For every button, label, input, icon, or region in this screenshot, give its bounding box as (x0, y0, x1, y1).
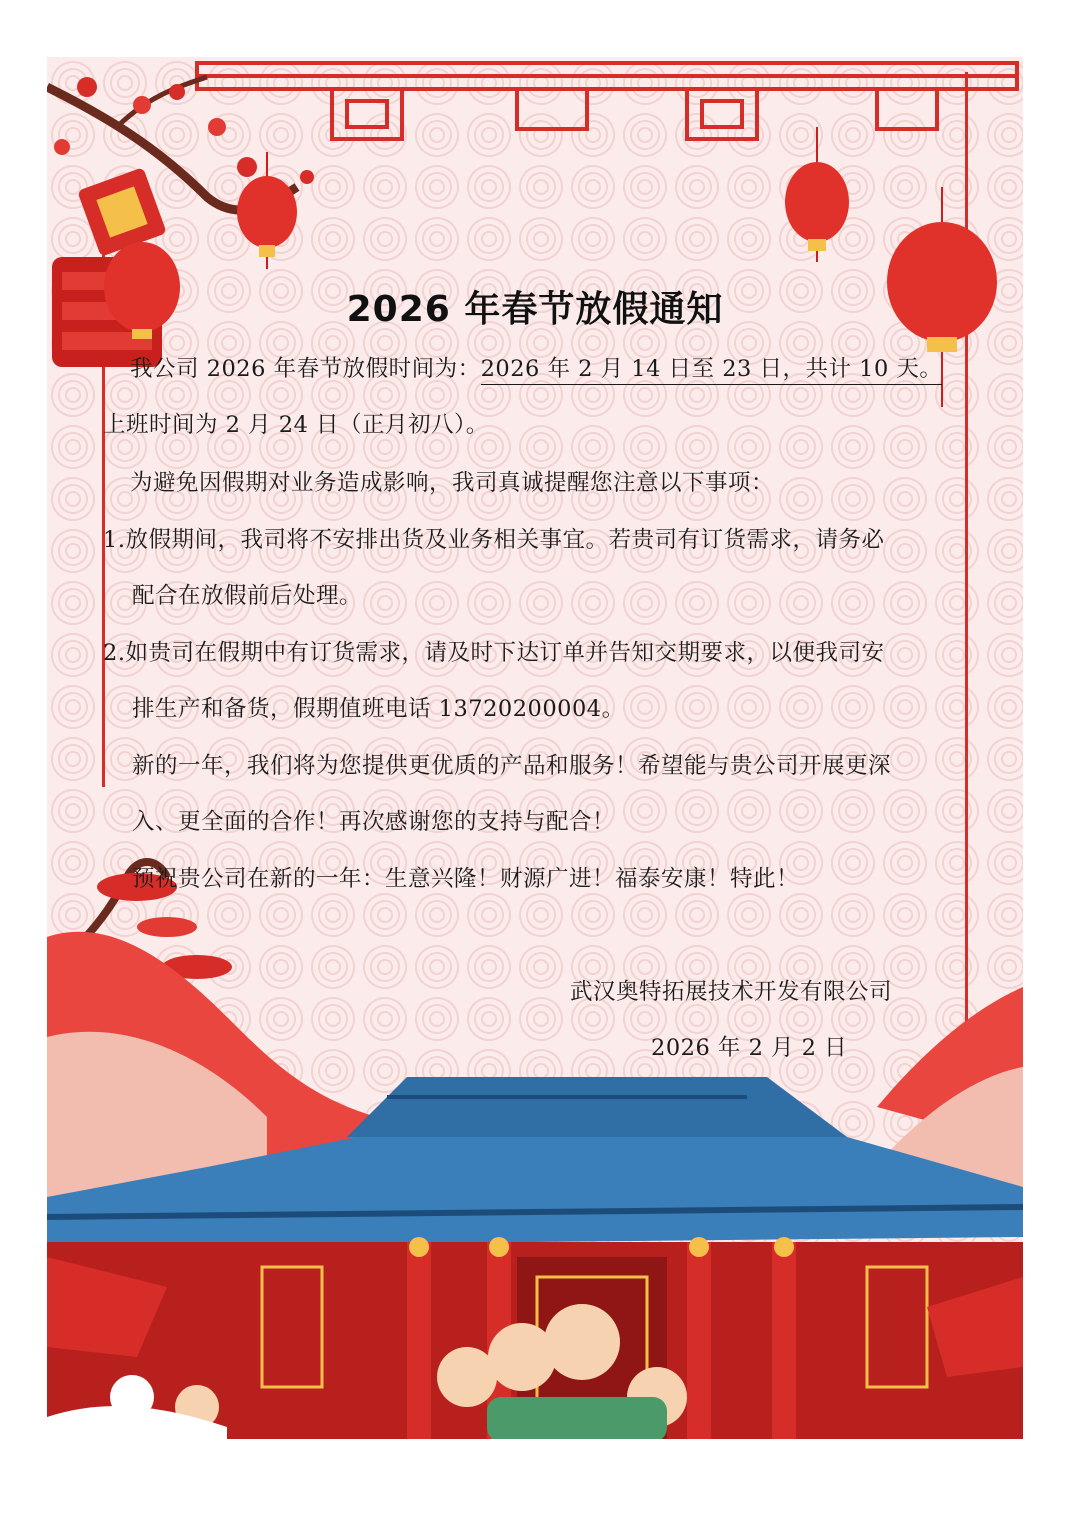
notice-poster (47, 57, 1023, 1439)
lattice-border (197, 63, 1017, 139)
list-item-2-number: 2. (103, 640, 126, 666)
list-item-2-text: 如贵司在假期中有订货需求，请及时下达订单并告知交期要求，以便我司安 (125, 640, 885, 666)
holiday-period-text: 2026 年 2 月 14 日至 23 日，共计 10 天。 (481, 356, 943, 385)
list-item-1-line-1 (103, 522, 884, 554)
notice-date: 2026 年 2 月 2 日 (651, 1035, 848, 1061)
paragraph-3-line-2: 入、更全面的合作！再次感谢您的支持与配合！ (132, 809, 616, 835)
list-item-1-text: 放假期间，我司将不安排出货及业务相关事宜。若贵司有订货需求，请务必 (125, 527, 885, 553)
paragraph-2: 为避免因假期对业务造成影响，我司真诚提醒您注意以下事项： (130, 470, 775, 496)
lantern-icon (785, 127, 849, 262)
paragraph-1-line-2: 上班时间为 2 月 24 日（正月初八）。 (103, 412, 489, 438)
paragraph-3-line-1: 新的一年，我们将为您提供更优质的产品和服务！希望能与贵公司开展更深 (132, 753, 892, 779)
paragraph-1-line-1 (130, 351, 942, 383)
frame-right-line (965, 72, 968, 1072)
list-item-1-line-2: 配合在放假前后处理。 (132, 583, 363, 609)
notice-title: 2026 年春节放假通知 (346, 289, 724, 330)
list-item-2-line-2: 排生产和备货，假期值班电话 13720200004。 (132, 696, 625, 722)
company-signature: 武汉奥特拓展技术开发有限公司 (570, 979, 893, 1005)
paragraph-4: 预祝贵公司在新的一年：生意兴隆！财源广进！福泰安康！特此！ (132, 866, 800, 892)
holiday-intro-text: 我公司 2026 年春节放假时间为： (130, 356, 481, 382)
list-item-2-line-1 (103, 635, 884, 667)
list-item-1-number: 1. (103, 527, 126, 553)
